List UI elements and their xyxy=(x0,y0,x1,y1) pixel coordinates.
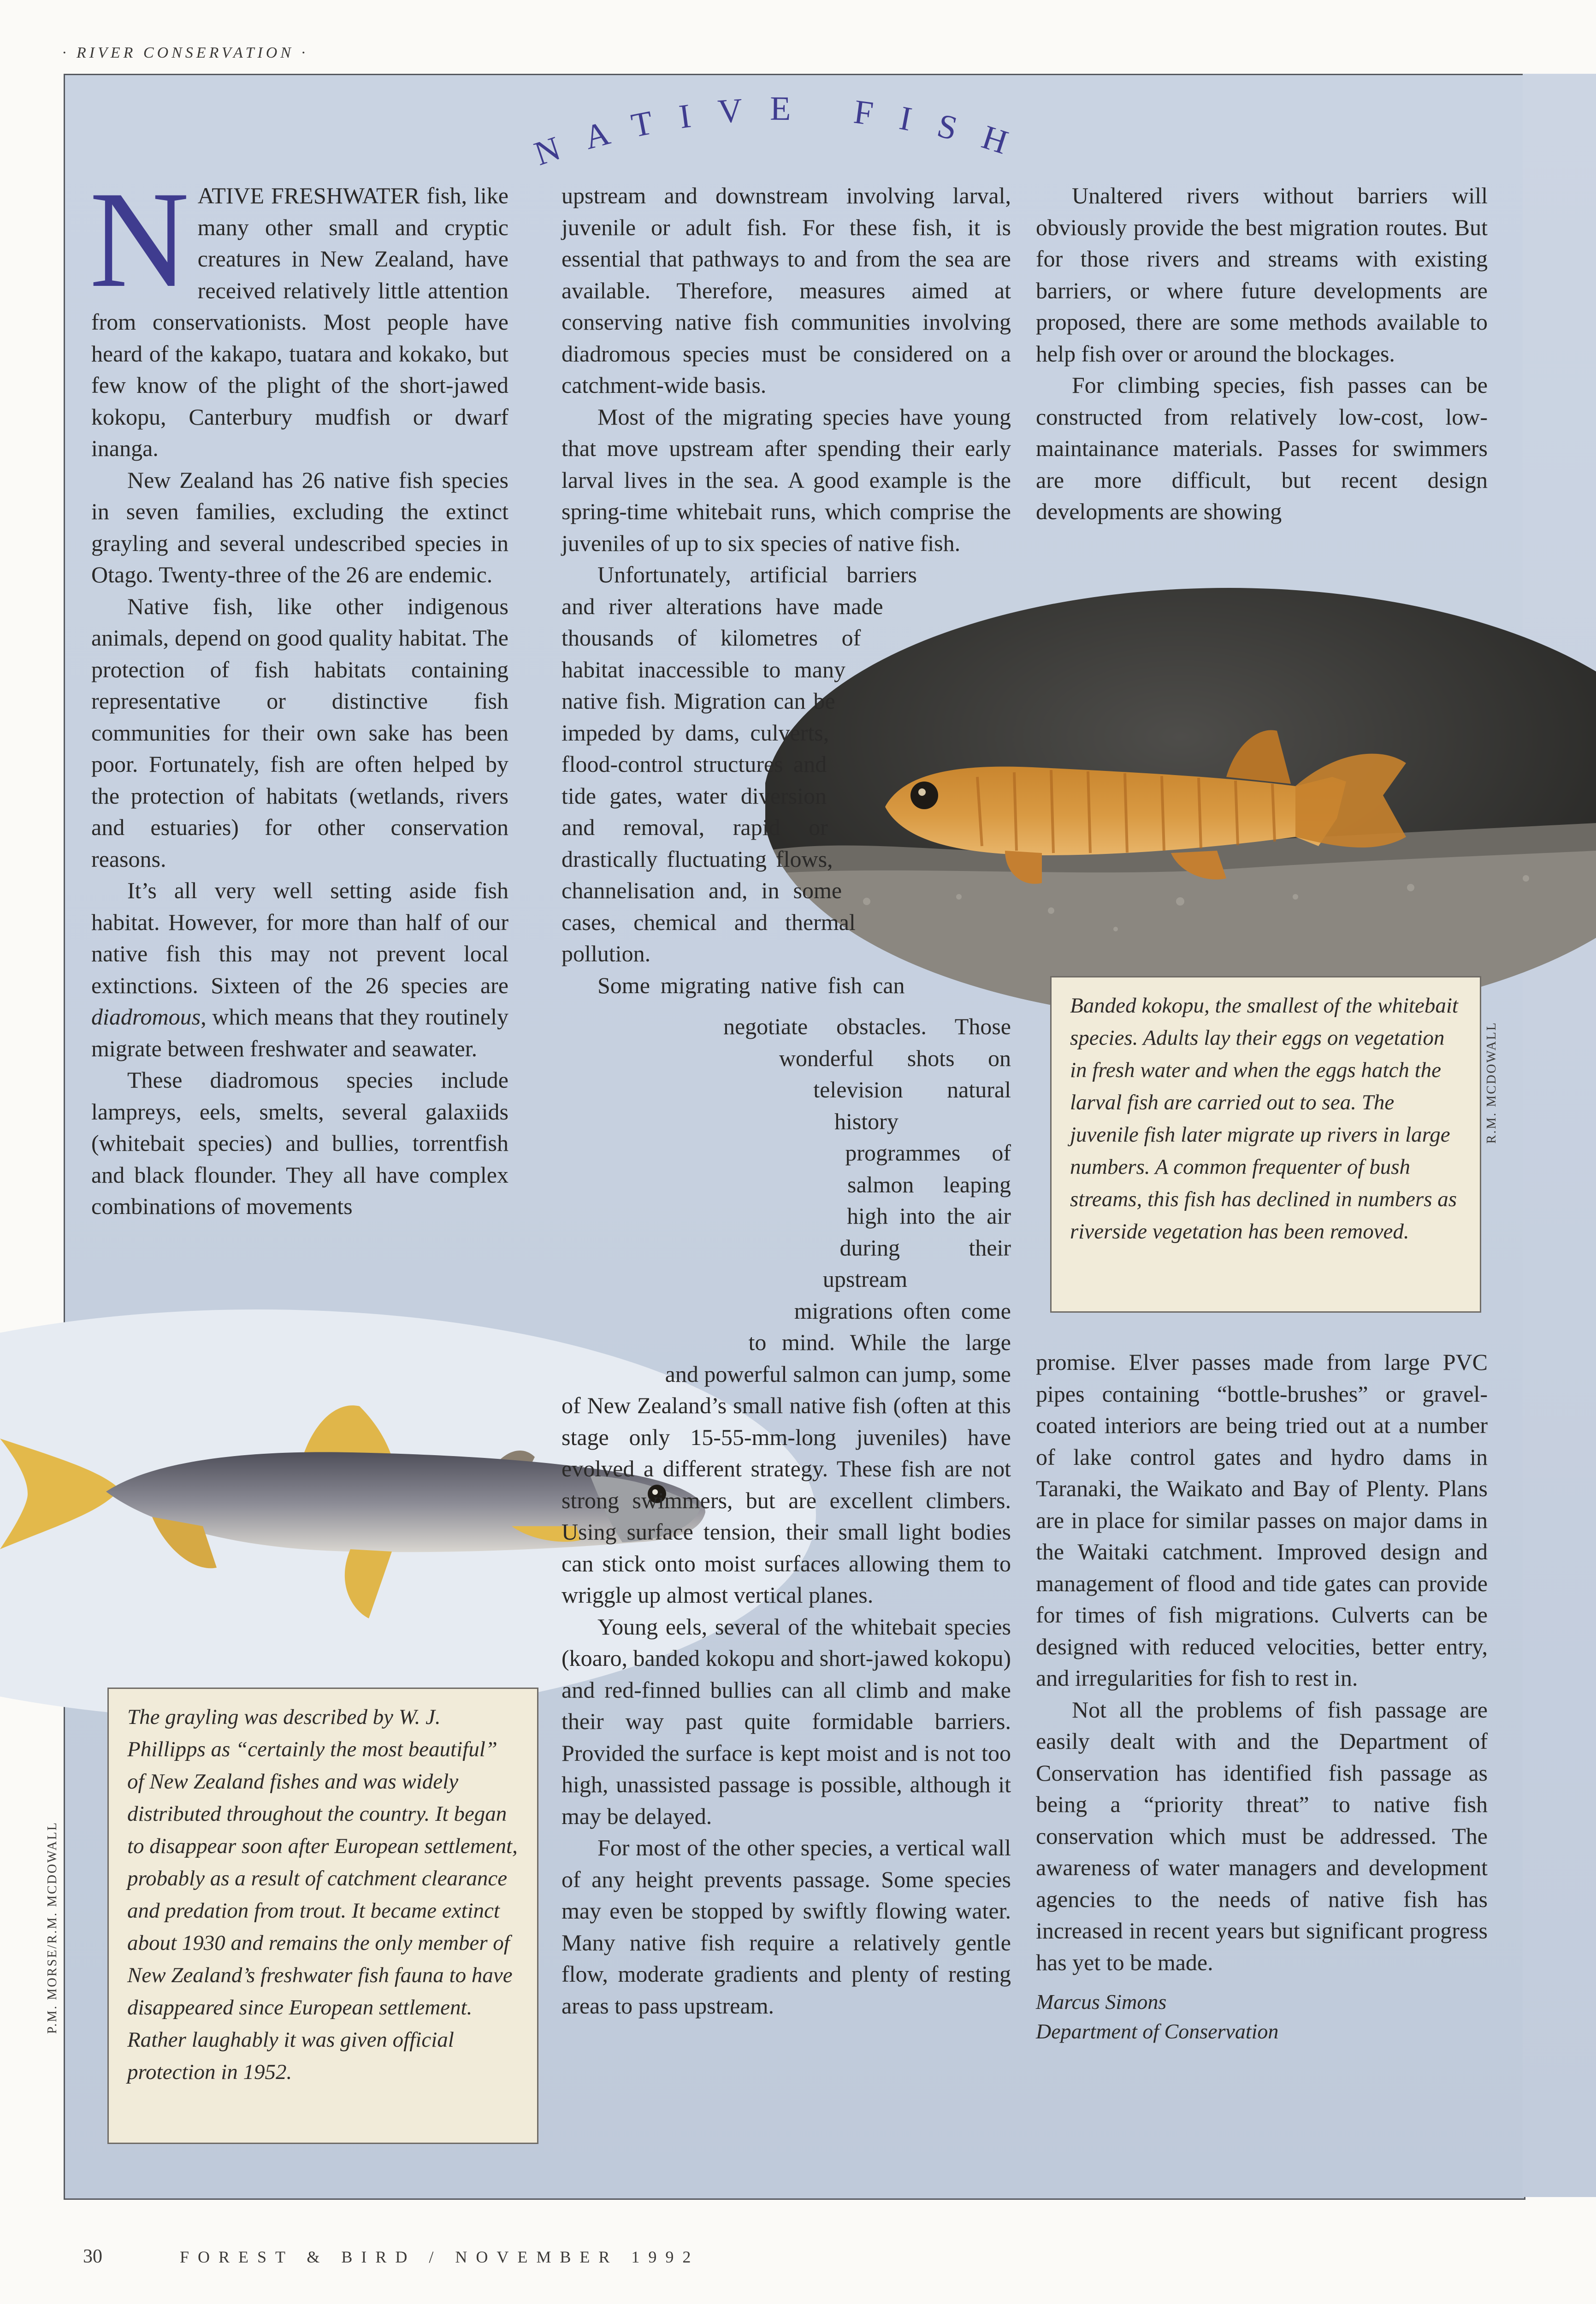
paragraph: It’s all very well setting aside fish habitat. However, for more than half of our native fish this may not prevent local extinctions. Sixteen of the 26 species are diadromous, which means that they routinely migrate between freshwater and seawater. xyxy=(91,877,508,1061)
article-column-1 xyxy=(89,163,508,1222)
paragraph: New Zealand has 26 native fish species in seven families, excluding the extinct grayling and several undescribed species in Otago. Twenty-three of the 26 are endemic. xyxy=(91,467,508,587)
paragraph: Not all the problems of fish passage are easily dealt with and the Department of Conservation has identified fish passage as being a “priority threat” to native fish conservation which must be addressed. The awareness of water managers and development agencies to the needs of native fish has increased in recent years but significant progress has yet to be made. xyxy=(1036,1696,1488,1975)
page-number: 30 xyxy=(83,2246,102,2267)
paragraph: These diadromous species include lampreys, eels, smelts, several galaxiids (whitebait species) and bullies, torrentfish and black flounder. They all have complex combinations of movements xyxy=(91,1067,508,1219)
section-label: · RIVER CONSERVATION · xyxy=(62,44,308,61)
paragraph: Some migrating native fish can negotiate obstacles. Those wonderful shots on television natural history programmes of salmon leaping high into the air during their upstream migrations often come to mind. While the large and powerful salmon can jump, some of New Zealand’s small native fish (often at this stage only 15-55-mm-long juveniles) have evolved a different strategy. These fish are not strong swimmers, but are excellent climbers. Using surface tension, their small light bodies can stick onto moist surfaces allowing them to wriggle up almost vertical planes. xyxy=(562,972,1011,1608)
kokopu-caption: Banded kokopu, the smallest of the whitebait species. Adults lay their eggs on vegetation in fresh water and when the eggs hatch the larval fish are carried out to sea. The juvenile fish later migrate up rivers in large numbers. A common frequenter of bush streams, this fish has declined in numbers as riverside vegetation has been removed. xyxy=(1050,976,1481,1313)
grayling-illustration-credit: P.M. MORSE/R.M. MCDOWALL xyxy=(45,1821,59,2034)
lead-in-caps: ATIVE FRESHWATER xyxy=(197,183,420,208)
emphasis-diadromous: diadromous xyxy=(91,1004,201,1030)
page-footer xyxy=(83,2245,700,2268)
article-column-3-bottom xyxy=(1036,1346,1488,2046)
drop-cap: N xyxy=(89,163,189,316)
author-affiliation: Department of Conservation xyxy=(1036,2020,1279,2043)
article-title xyxy=(521,78,1056,184)
publication-line: FOREST & BIRD / NOVEMBER 1992 xyxy=(180,2248,700,2266)
grayling-caption: The grayling was described by W. J. Phillipps as “certainly the most beautiful” of New Zealand fishes and was widely distributed throughout the country. It began to disappear soon after European settlement, probably as a result of catchment clearance and predation from trout. It became extinct about 1930 and remains the only member of New Zealand’s freshwater fish fauna to have disappeared since European settlement. Rather laughably it was given official protection in 1952. xyxy=(107,1688,538,2144)
paragraph: Unfortunately, artificial barriers and river alterations have made thousands of kilometres of habitat inaccessible to many native fish. Migration can be impeded by dams, culverts, flood-control structures and tide gates, water diversion and removal, rapid or drastically fluctuating flows, channelisation and, in some cases, chemical and thermal pollution. xyxy=(562,562,917,966)
article-title-text: NATIVE FISH xyxy=(530,89,1038,173)
kokopu-photo-credit: R.M. MCDOWALL xyxy=(1484,1021,1499,1144)
paragraph: promise. Elver passes made from large PVC pipes containing “bottle-brushes” or gravel-coated interiors are being tried out at a number of lake control gates and hydro dams in Taranaki, the Waikato and Bay of Plenty. Plans are in place for similar passes on major dams in the Waitaki catchment. Improved design and management of flood and tide gates can provide for times of fish migrations. Culverts can be designed with reduced velocities, better entry, and irregularities for fish to rest in. xyxy=(1036,1349,1488,1691)
article-column-2 xyxy=(562,180,1011,2021)
paragraph: For most of the other species, a vertical wall of any height prevents passage. Some species may even be stopped by swiftly flowing water. Many native fish require a relatively gentle flow, moderate gradients and plenty of resting areas to pass upstream. xyxy=(562,1835,1011,2019)
paragraph: Unaltered rivers without barriers will obviously provide the best migration routes. But for those rivers and streams with existing barriers, or where future developments are proposed, there are some methods available to help fish over or around the blockages. xyxy=(1036,183,1488,367)
paragraph: Young eels, several of the whitebait species (koaro, banded kokopu and short-jawed kokopu) and red-finned bullies can all climb and make their way past quite formidable barriers. Provided the surface is kept moist and is not too high, unassisted passage is possible, although it may be delayed. xyxy=(562,1613,1011,1829)
paragraph: Native fish, like other indigenous animals, depend on good quality habitat. The protection of fish habitats containing representative or distinctive fish communities for their own sake has been poor. Fortunately, fish are often helped by the protection of habitats (wetlands, rivers and estuaries) for other conservation reasons. xyxy=(91,593,508,872)
svg-text:NATIVE FISH xyxy=(530,90,1038,173)
panel-right-margin xyxy=(1523,74,1596,2197)
paragraph: fish, like many other small and cryptic creatures in New Zealand, have received relatively little attention from conservationists. Most people have heard of the kakapo, tuatara and kokako, but few know of the plight of the short-jawed kokopu, Canterbury mudfish or dwarf inanga. xyxy=(91,183,508,461)
paragraph: For climbing species, fish passes can be constructed from relatively low-cost, low-maintainance materials. Passes for swimmers are more difficult, but recent design developments are showing xyxy=(1036,372,1488,524)
author-name: Marcus Simons xyxy=(1036,1990,1167,2014)
article-column-3-top xyxy=(1036,180,1488,527)
paragraph: Most of the migrating species have young that move upstream after spending their early larval lives in the sea. A good example is the spring-time whitebait runs, which comprise the juveniles of up to six species of native fish. xyxy=(562,403,1011,556)
paragraph: upstream and downstream involving larval, juvenile or adult fish. For these fish, it is essential that pathways to and from the sea are available. Therefore, measures aimed at conserving native fish communities involving diadromous species must be considered on a catchment-wide basis. xyxy=(562,183,1011,398)
